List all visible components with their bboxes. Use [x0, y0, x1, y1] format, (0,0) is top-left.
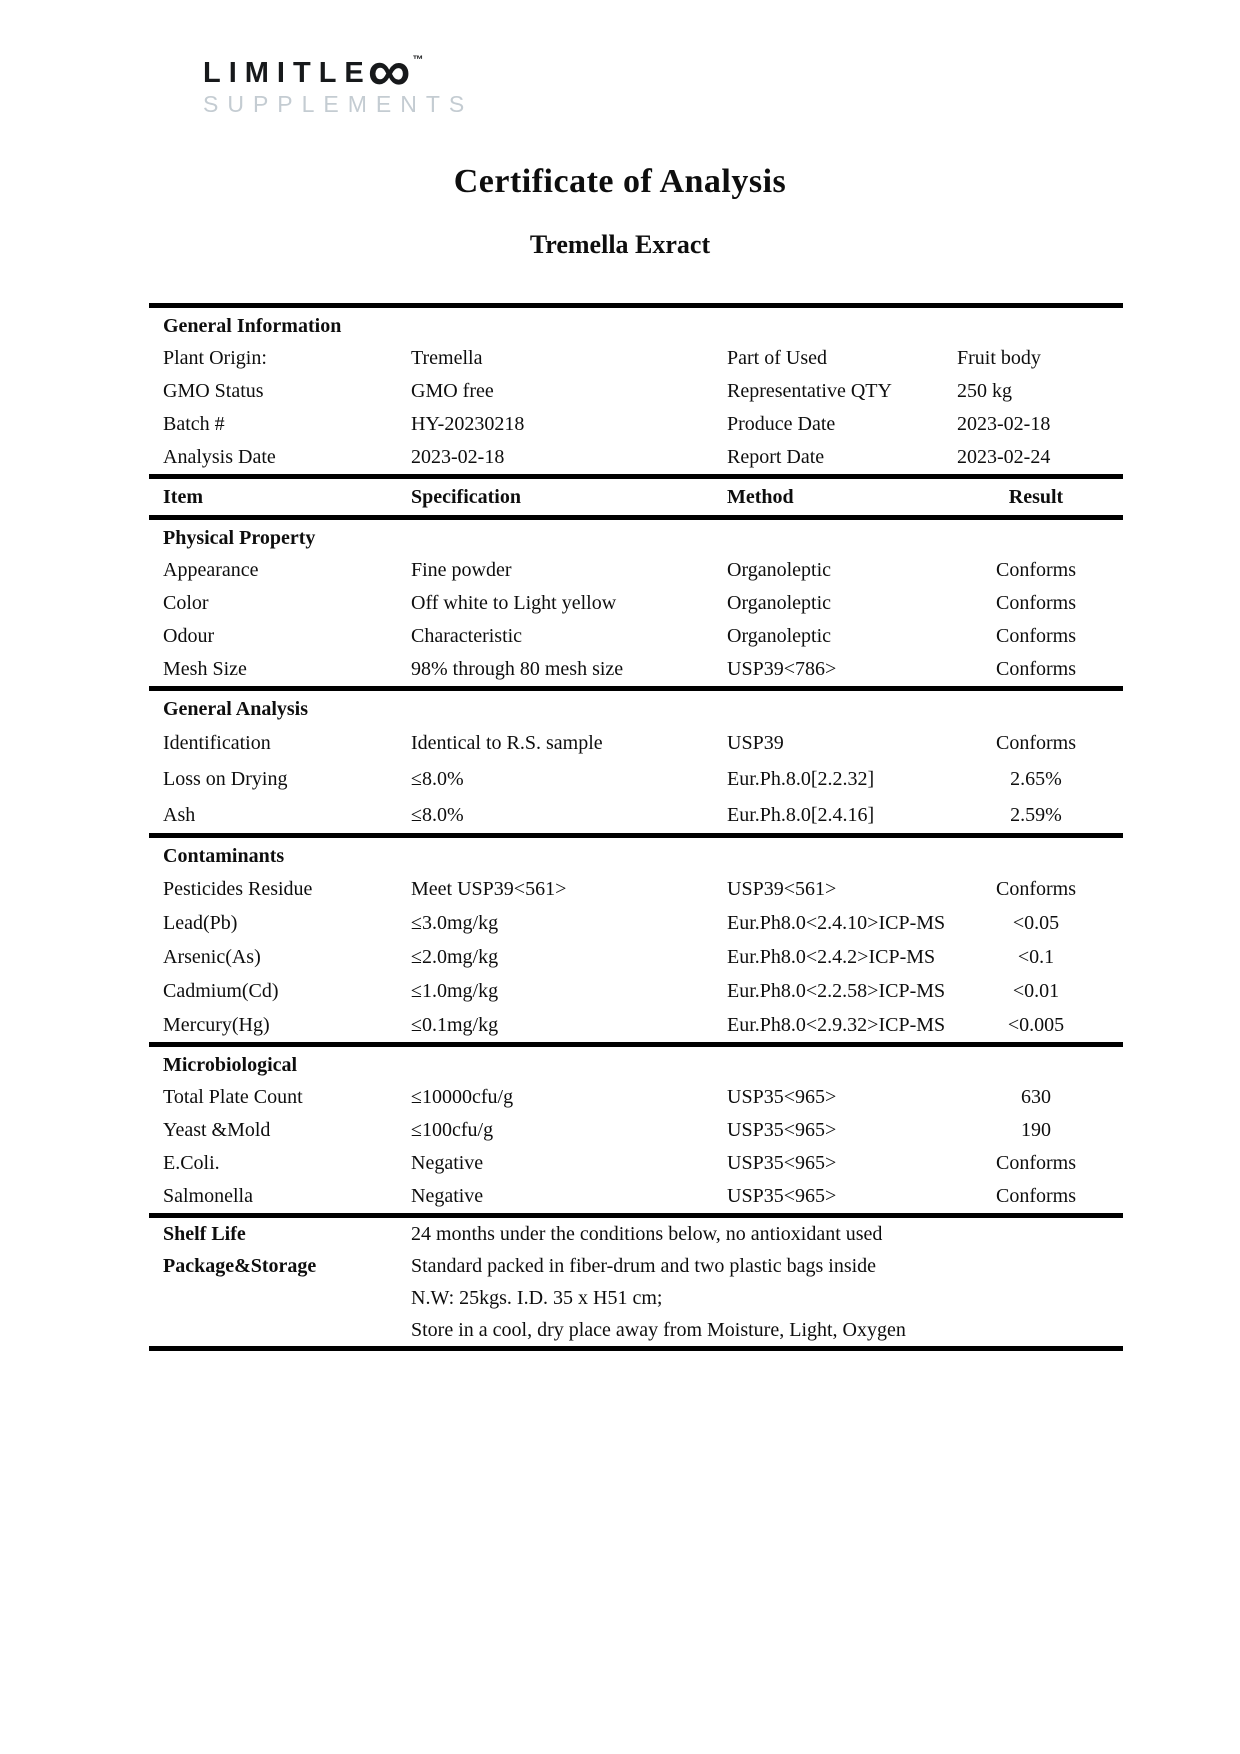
table-row	[149, 974, 1123, 1008]
spec-cell: Fine powder	[411, 559, 512, 581]
table-row	[149, 1008, 1123, 1042]
spec-cell: Negative	[411, 1152, 484, 1174]
method-cell: USP39	[727, 732, 784, 754]
spec-cell: ≤0.1mg/kg	[411, 1014, 499, 1036]
storage-text: 24 months under the conditions below, no antioxidant used	[411, 1223, 883, 1245]
result-cell: Conforms	[996, 559, 1076, 581]
result-cell: <0.05	[1012, 912, 1060, 934]
result-cell: Conforms	[996, 732, 1076, 754]
result-cell: <0.01	[1012, 980, 1060, 1002]
spec-cell: Meet USP39<561>	[411, 878, 567, 900]
storage-row	[149, 1314, 1123, 1346]
result-cell: Conforms	[996, 1185, 1076, 1207]
table-row	[149, 620, 1123, 653]
general-info-row	[149, 408, 1123, 441]
method-cell: Organoleptic	[727, 559, 832, 581]
method-cell: USP39<786>	[727, 658, 837, 680]
item-cell: Mercury(Hg)	[163, 1014, 270, 1036]
document-title: Certificate of Analysis	[453, 163, 787, 200]
info-label: Representative QTY	[727, 380, 892, 402]
method-cell: USP35<965>	[727, 1185, 837, 1207]
item-cell: Lead(Pb)	[163, 912, 238, 934]
result-cell: Conforms	[996, 658, 1076, 680]
storage-label: Shelf Life	[163, 1223, 246, 1245]
info-value: 2023-02-18	[411, 446, 505, 468]
section-title-microbiological: Microbiological	[163, 1054, 298, 1076]
storage-row	[149, 1218, 1123, 1250]
table-row	[149, 1114, 1123, 1147]
section-title-physical-property: Physical Property	[163, 527, 316, 549]
storage-label	[163, 1282, 411, 1314]
method-cell: Organoleptic	[727, 625, 832, 647]
result-cell: Conforms	[996, 625, 1076, 647]
storage-text: Store in a cool, dry place away from Moisture, Light, Oxygen	[411, 1319, 906, 1341]
divider-bottom	[149, 1346, 1123, 1351]
spec-cell: Off white to Light yellow	[411, 592, 617, 614]
result-cell: Conforms	[996, 1152, 1076, 1174]
general-info-row	[149, 375, 1123, 408]
infinity-icon: ∞	[367, 37, 411, 104]
result-cell: 190	[1021, 1119, 1051, 1141]
method-cell: Eur.Ph.8.0[2.4.16]	[727, 804, 875, 826]
info-label: Analysis Date	[163, 446, 276, 468]
spec-cell: ≤1.0mg/kg	[411, 980, 499, 1002]
general-info-row	[149, 441, 1123, 474]
storage-label: Package&Storage	[163, 1255, 317, 1277]
info-value: Tremella	[411, 347, 483, 369]
result-cell: <0.005	[1007, 1014, 1065, 1036]
method-cell: Eur.Ph8.0<2.4.2>ICP-MS	[727, 946, 936, 968]
method-cell: Eur.Ph8.0<2.4.10>ICP-MS	[727, 912, 946, 934]
table-row	[149, 1180, 1123, 1213]
table-row	[149, 872, 1123, 906]
trademark-icon: ™	[412, 54, 425, 66]
item-cell: Appearance	[163, 559, 259, 581]
item-cell: Salmonella	[163, 1185, 253, 1207]
column-header-method: Method	[727, 486, 794, 508]
section-title-general-analysis: General Analysis	[163, 698, 309, 720]
spec-cell: ≤3.0mg/kg	[411, 912, 499, 934]
spec-cell: ≤8.0%	[411, 804, 464, 826]
item-cell: Ash	[163, 804, 196, 826]
table-row	[149, 587, 1123, 620]
item-cell: Pesticides Residue	[163, 878, 313, 900]
spec-cell: Identical to R.S. sample	[411, 732, 603, 754]
info-label: Part of Used	[727, 347, 827, 369]
brand-name-text: LIMITLE	[203, 57, 372, 89]
method-cell: USP35<965>	[727, 1152, 837, 1174]
section-title-general-information: General Information	[163, 315, 342, 337]
result-cell: 2.59%	[1010, 804, 1062, 826]
result-cell: Conforms	[996, 878, 1076, 900]
info-label: Plant Origin:	[163, 347, 267, 369]
item-cell: Total Plate Count	[163, 1086, 303, 1108]
storage-label	[163, 1314, 411, 1346]
item-cell: Arsenic(As)	[163, 946, 261, 968]
info-value: 2023-02-18	[957, 413, 1051, 435]
method-cell: USP35<965>	[727, 1086, 837, 1108]
spec-cell: ≤10000cfu/g	[411, 1086, 514, 1108]
item-cell: Cadmium(Cd)	[163, 980, 279, 1002]
brand-subtitle-text: SUPPLEMENTS	[203, 91, 474, 117]
table-row	[149, 797, 1123, 833]
spec-cell: 98% through 80 mesh size	[411, 658, 624, 680]
item-cell: Yeast &Mold	[163, 1119, 271, 1141]
brand-wordmark	[203, 37, 473, 104]
table-row	[149, 761, 1123, 797]
spec-cell: ≤8.0%	[411, 768, 464, 790]
info-value: 2023-02-24	[957, 446, 1051, 468]
column-header-specification: Specification	[411, 486, 521, 508]
table-row	[149, 1081, 1123, 1114]
method-cell: Eur.Ph8.0<2.9.32>ICP-MS	[727, 1014, 946, 1036]
table-header-row	[149, 479, 1123, 515]
general-info-row	[149, 342, 1123, 375]
method-cell: USP35<965>	[727, 1119, 837, 1141]
column-header-item: Item	[163, 486, 203, 508]
item-cell: Loss on Drying	[163, 768, 288, 790]
storage-text: Standard packed in fiber-drum and two plastic bags inside	[411, 1255, 877, 1277]
info-label: Report Date	[727, 446, 825, 468]
method-cell: Organoleptic	[727, 592, 832, 614]
table-row	[149, 554, 1123, 587]
spec-cell: Negative	[411, 1185, 484, 1207]
method-cell: Eur.Ph.8.0[2.2.32]	[727, 768, 875, 790]
table-row	[149, 653, 1123, 686]
spec-cell: ≤2.0mg/kg	[411, 946, 499, 968]
column-header-result: Result	[1008, 486, 1064, 508]
storage-text: N.W: 25kgs. I.D. 35 x H51 cm;	[411, 1287, 663, 1309]
certificate-table	[149, 303, 1123, 1351]
item-cell: E.Coli.	[163, 1152, 220, 1174]
item-cell: Odour	[163, 625, 215, 647]
result-cell: 630	[1021, 1086, 1051, 1108]
info-value: HY-20230218	[411, 413, 525, 435]
info-label: Produce Date	[727, 413, 836, 435]
table-row	[149, 1147, 1123, 1180]
section-title-contaminants: Contaminants	[163, 845, 285, 867]
storage-row	[149, 1282, 1123, 1314]
spec-cell: Characteristic	[411, 625, 523, 647]
info-label: Batch #	[163, 413, 225, 435]
item-cell: Mesh Size	[163, 658, 247, 680]
brand-logo	[203, 37, 474, 117]
info-label: GMO Status	[163, 380, 264, 402]
table-row	[149, 906, 1123, 940]
info-value: 250 kg	[957, 380, 1012, 402]
spec-cell: ≤100cfu/g	[411, 1119, 494, 1141]
item-cell: Identification	[163, 732, 271, 754]
info-value: GMO free	[411, 380, 494, 402]
table-row	[149, 725, 1123, 761]
result-cell: 2.65%	[1010, 768, 1062, 790]
result-cell: <0.1	[1017, 946, 1055, 968]
storage-row	[149, 1250, 1123, 1282]
method-cell: USP39<561>	[727, 878, 837, 900]
method-cell: Eur.Ph8.0<2.2.58>ICP-MS	[727, 980, 946, 1002]
result-cell: Conforms	[996, 592, 1076, 614]
product-name: Tremella Exract	[529, 230, 711, 259]
table-row	[149, 940, 1123, 974]
info-value: Fruit body	[957, 347, 1041, 369]
item-cell: Color	[163, 592, 209, 614]
